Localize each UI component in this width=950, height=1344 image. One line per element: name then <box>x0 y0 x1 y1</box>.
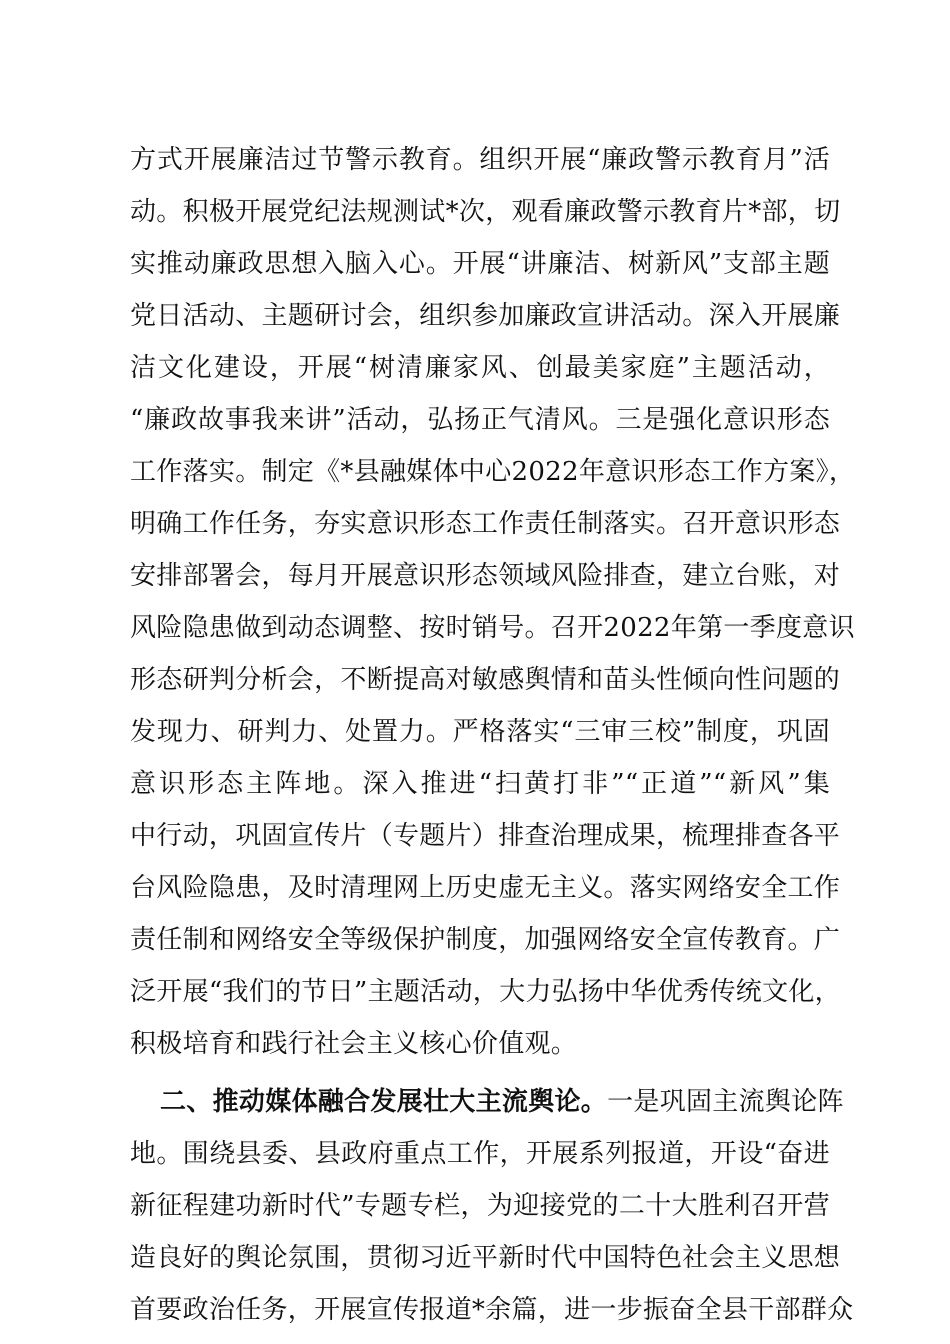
text-line: 动。积极开展党纪法规测试*次，观看廉政警示教育片*部，切 <box>130 197 841 227</box>
text-line: 意识形态主阵地。深入推进“扫黄打非”“正道”“新风”集 <box>130 769 830 799</box>
text-line: 新征程建功新时代”专题专栏，为迎接党的二十大胜利召开营 <box>130 1191 830 1221</box>
text-line: 洁文化建设，开展“树清廉家风、创最美家庭”主题活动， <box>130 353 830 383</box>
text-line: 明确工作任务，夯实意识形态工作责任制落实。召开意识形态 <box>130 509 841 539</box>
text-line: 中行动，巩固宣传片（专题片）排查治理成果，梳理排查各平 <box>130 821 841 851</box>
text-line: 工作落实。制定《*县融媒体中心2022年意识形态工作方案》， <box>130 457 856 487</box>
text-line: 泛开展“我们的节日”主题活动，大力弘扬中华优秀传统文化， <box>130 977 841 1007</box>
text-line: 台风险隐患，及时清理网上历史虚无主义。落实网络安全工作 <box>130 873 841 903</box>
text-line: 实推动廉政思想入脑入心。开展“讲廉洁、树新风”支部主题 <box>130 249 830 279</box>
text-line: 风险隐患做到动态调整、按时销号。召开2022年第一季度意识 <box>130 613 855 643</box>
text-line: 方式开展廉洁过节警示教育。组织开展“廉政警示教育月”活 <box>130 145 830 175</box>
text-line: 积极培育和践行社会主义核心价值观。 <box>130 1029 578 1059</box>
text-line: 首要政治任务，开展宣传报道*余篇，进一步振奋全县干部群众 <box>130 1295 854 1325</box>
text-line: 责任制和网络安全等级保护制度，加强网络安全宣传教育。广 <box>130 925 841 955</box>
section-heading: 二、推动媒体融合发展壮大主流舆论。 <box>160 1087 608 1117</box>
text-line: 造良好的舆论氛围，贯彻习近平新时代中国特色社会主义思想 <box>130 1243 841 1273</box>
text-run: 一是巩固主流舆论阵 <box>607 1087 844 1117</box>
text-line: 地。围绕县委、县政府重点工作，开展系列报道，开设“奋进 <box>130 1139 830 1169</box>
text-line: “廉政故事我来讲”活动，弘扬正气清风。三是强化意识形态 <box>130 405 830 435</box>
text-line: 形态研判分析会，不断提高对敏感舆情和苗头性倾向性问题的 <box>130 665 841 695</box>
section-heading-line <box>130 1076 844 1128</box>
text-line: 党日活动、主题研讨会，组织参加廉政宣讲活动。深入开展廉 <box>130 301 841 331</box>
text-line: 安排部署会，每月开展意识形态领域风险排查，建立台账，对 <box>130 561 841 591</box>
text-line: 发现力、研判力、处置力。严格落实“三审三校”制度，巩固 <box>130 717 830 747</box>
